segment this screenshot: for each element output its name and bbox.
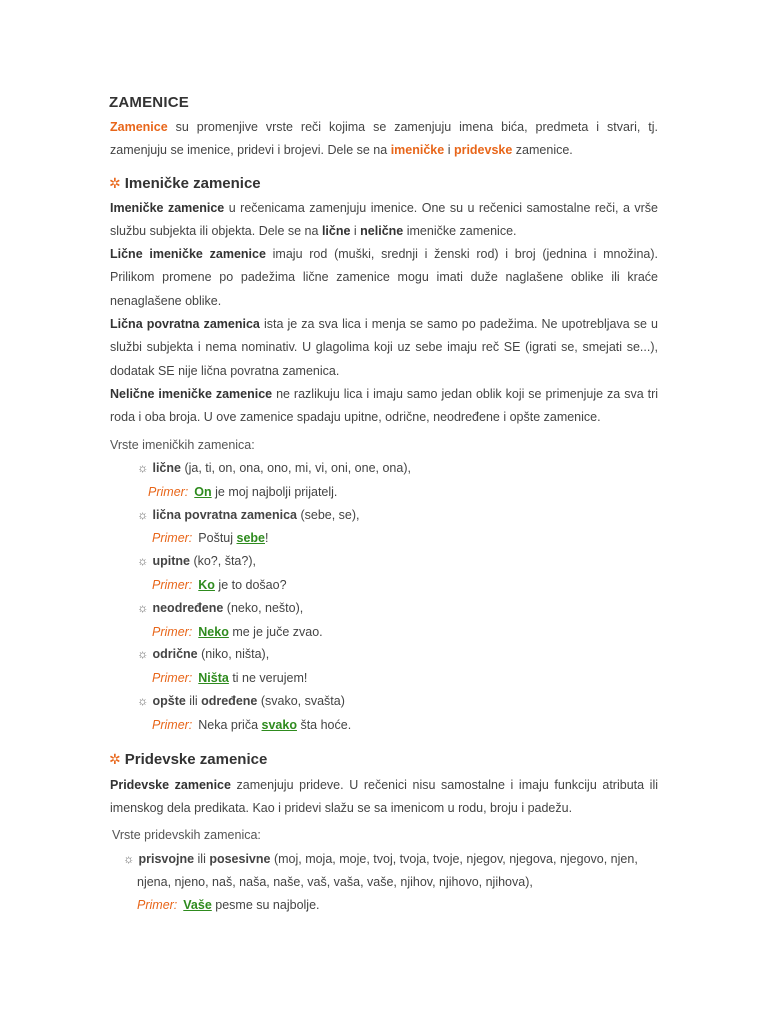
paragraph-pridevske: Pridevske zamenice zamenjuju prideve. U rečenici nisu samostalne i imaju funkciju atributa ili imenskog dela predikata. Kao i pridevi slažu se sa imenicom u rodu, broju i padežu. bbox=[110, 778, 658, 816]
example-line: Primer: Neka priča svako šta hoće. bbox=[152, 718, 352, 732]
example-line: Primer: Ništa ti ne verujem! bbox=[152, 671, 308, 685]
example-line: Primer: On je moj najbolji prijatelj. bbox=[148, 485, 338, 499]
sun-icon: ☼ bbox=[137, 554, 149, 568]
list-item: ☼ prisvojne ili posesivne (moj, moja, moje, tvoj, tvoja, tvoje, njegov, njegova, njegovo, njen, bbox=[123, 852, 638, 866]
list-item: ☼ neodređene (neko, nešto), bbox=[137, 601, 304, 615]
intro-paragraph: Zamenice su promenjive vrste reči kojima se zamenjuju imena bića, predmeta i stvari, tj. zamenjuju se imenice, pridevi i brojevi. Dele se na imeničke i pridevske zamenice. bbox=[110, 120, 658, 158]
sun-icon: ☼ bbox=[123, 852, 135, 866]
paragraph-nelicne: Nelične imeničke zamenice ne razlikuju lica i imaju samo jedan oblik koji se primenjuje za sva tri roda i oba broja. U ove zamenice spadaju upitne, odrične, neodređene i opšte zamenice. bbox=[110, 387, 659, 425]
list-item: ☼ odrične (niko, ništa), bbox=[137, 647, 270, 661]
flower-icon: ✲ bbox=[109, 751, 121, 767]
vrste-pridevskih-label: Vrste pridevskih zamenica: bbox=[112, 828, 261, 842]
example-line: Primer: Ko je to došao? bbox=[152, 578, 287, 592]
sun-icon: ☼ bbox=[137, 508, 149, 522]
paragraph-povratna: Lična povratna zamenica ista je za sva lica i menja se samo po padežima. Ne upotrebljava se u službi subjekta i nema nominativ. U glagolima koji uz sebe imaju reč SE (igrati se, smejati se...), dodatak SE nije lična povratna zamenica. bbox=[110, 317, 658, 378]
example-line: Primer: Vaše pesme su najbolje. bbox=[137, 898, 320, 912]
intro-pridevske: pridevske bbox=[453, 143, 513, 158]
sun-icon: ☼ bbox=[137, 647, 149, 661]
section-heading-imenicke: ✲ Imeničke zamenice bbox=[109, 175, 261, 192]
list-item: ☼ lična povratna zamenica (sebe, se), bbox=[137, 508, 360, 522]
vrste-imenickih-label: Vrste imeničkih zamenica: bbox=[110, 438, 255, 452]
example-line: Primer: Neko me je juče zvao. bbox=[152, 625, 323, 639]
paragraph-imenicke: Imeničke zamenice u rečenicama zamenjuju imenice. One su u rečenici samostalne reči, a vrše službu subjekta ili objekta. Dele se na lične i nelične imeničke zamenice. bbox=[110, 201, 658, 239]
sun-icon: ☼ bbox=[137, 694, 149, 708]
intro-lead: Zamenice bbox=[110, 120, 168, 134]
flower-icon: ✲ bbox=[109, 175, 121, 191]
sun-icon: ☼ bbox=[137, 461, 149, 475]
sun-icon: ☼ bbox=[137, 601, 149, 615]
section-heading-pridevske: ✲ Pridevske zamenice bbox=[109, 751, 268, 768]
list-item-continued: njena, njeno, naš, naša, naše, vaš, vaša, vaše, njihov, njihovo, njihova), bbox=[137, 875, 533, 889]
example-line: Primer: Poštuj sebe! bbox=[152, 531, 269, 545]
page-title: ZAMENICE bbox=[109, 94, 189, 111]
list-item: ☼ opšte ili određene (svako, svašta) bbox=[137, 694, 345, 708]
intro-imenicke: imeničke bbox=[390, 143, 445, 158]
paragraph-licne: Lične imeničke zamenice imaju rod (muški, srednji i ženski rod) i broj (jednina i množina). Prilikom promene po padežima lične zamenice mogu imati duže naglašene oblike ili kraće nenaglašene oblike. bbox=[110, 247, 659, 308]
list-item: ☼ upitne (ko?, šta?), bbox=[137, 554, 256, 568]
list-item: ☼ lične (ja, ti, on, ona, ono, mi, vi, oni, one, ona), bbox=[137, 461, 411, 475]
